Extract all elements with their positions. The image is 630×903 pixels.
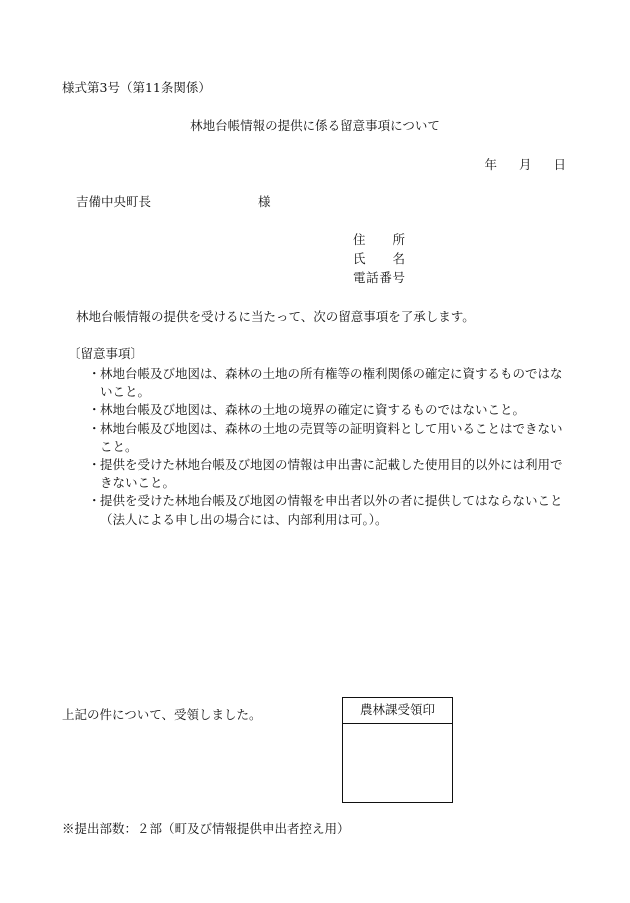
list-item — [88, 401, 566, 419]
applicant-phone-row — [353, 272, 405, 291]
stamp-label: 農林課受領印 — [343, 698, 452, 724]
bullet-icon: ・ — [88, 457, 101, 473]
date-month: 月 — [518, 157, 532, 172]
list-item — [88, 492, 566, 528]
bullet-icon: ・ — [88, 493, 101, 509]
addressee-honorific: 様 — [258, 194, 271, 209]
date-year: 年 — [484, 157, 497, 172]
name-label: 氏名 — [353, 251, 405, 266]
date-line — [484, 159, 566, 172]
acceptance-statement: 林地台帳情報の提供を受けるに当たって、次の留意事項を了承します。 — [76, 309, 475, 324]
phone-label: 電話番号 — [353, 270, 405, 285]
notes-heading: 〔留意事項〕 — [68, 346, 144, 361]
note-text: 提供を受けた林地台帳及び地図の情報を申出者以外の者に提供してはならないこと（法人による申し出の場合には、内部利用は可。）。 — [100, 493, 563, 527]
document-title: 林地台帳情報の提供に係る留意事項について — [190, 118, 440, 133]
addressee-name: 吉備中央町長 — [76, 194, 152, 209]
address-label: 住所 — [353, 232, 405, 247]
list-item — [88, 456, 566, 492]
note-text: 林地台帳及び地図は、森林の土地の所有権等の権利関係の確定に資するものではないこと。 — [100, 366, 563, 400]
applicant-fields — [353, 234, 405, 291]
date-day: 日 — [553, 157, 566, 172]
receipt-text: 上記の件について、受領しました。 — [62, 707, 262, 722]
note-text: 林地台帳及び地図は、森林の土地の売買等の証明資料として用いることはできないこと。 — [100, 420, 563, 454]
note-text: 提供を受けた林地台帳及び地図の情報は申出書に記載した使用目的以外には利用できないこと。 — [100, 457, 563, 491]
list-item — [88, 420, 566, 456]
bullet-icon: ・ — [88, 420, 101, 436]
note-text: 林地台帳及び地図は、森林の土地の境界の確定に資するものではないこと。 — [100, 402, 526, 418]
bullet-icon: ・ — [88, 366, 101, 381]
footnote: ※提出部数：２部（町及び情報提供申出者控え用） — [62, 821, 350, 836]
list-item — [88, 365, 566, 401]
form-number: 様式第3号（第11条関係） — [62, 80, 211, 95]
receipt-stamp-box — [342, 697, 453, 803]
notes-list — [88, 365, 566, 529]
bullet-icon: ・ — [88, 402, 101, 418]
